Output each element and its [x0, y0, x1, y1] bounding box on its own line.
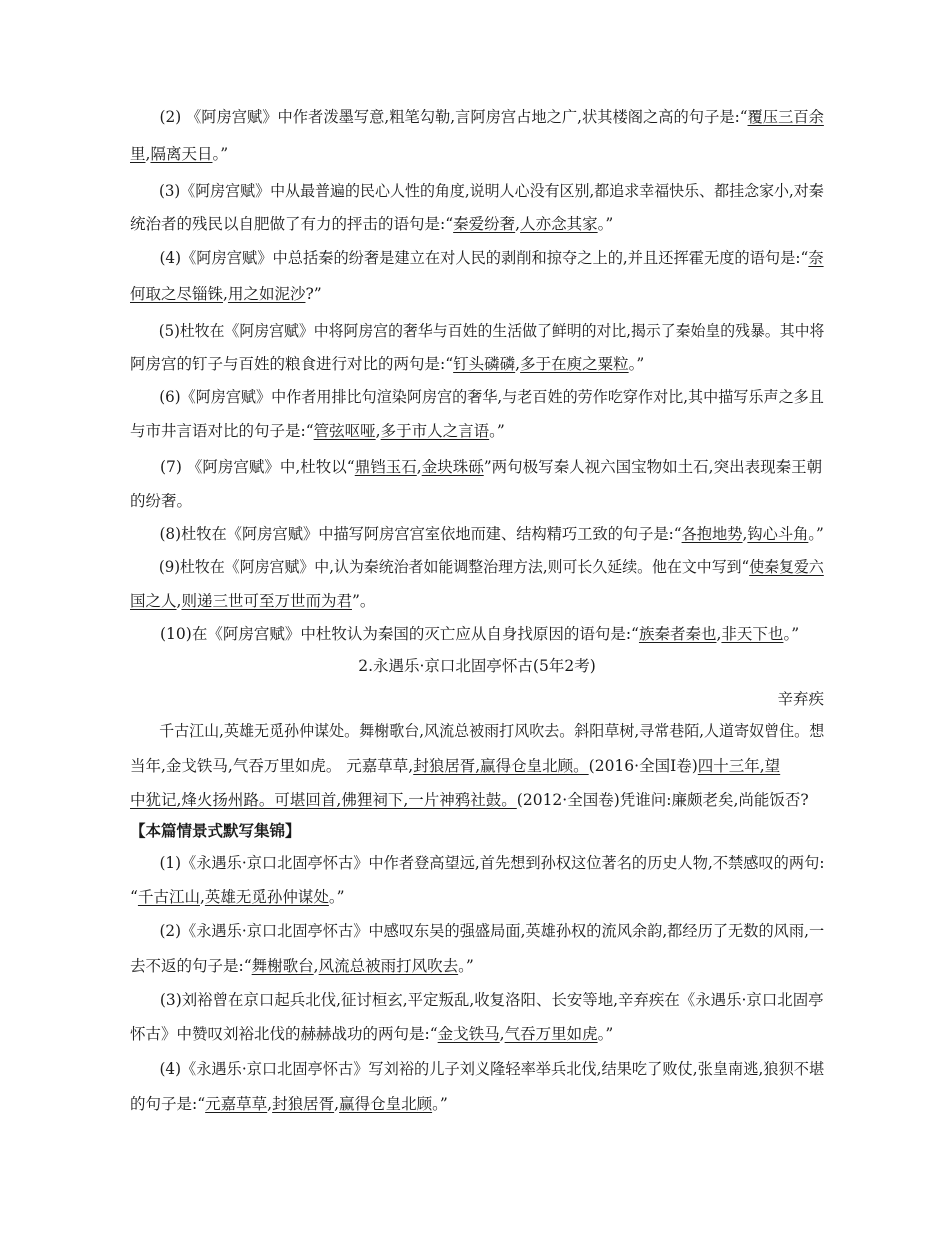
answer-underlined: 四十三年,望	[697, 757, 781, 775]
text-line	[130, 320, 825, 342]
text-run: (2012·全国卷)凭谁问:廉颇老矣,尚能饭否?	[516, 791, 809, 809]
text-run: (1)《永遇乐·京口北固亭怀古》中作者登高望远,首先想到孙权这位著名的历史人物,不禁感叹的两句:	[159, 854, 825, 872]
text-line	[130, 886, 824, 908]
text-line	[130, 456, 824, 478]
answer-underlined: 使秦复爱六	[749, 558, 824, 576]
text-run: 怀古》中赞叹刘裕北伐的赫赫战功的两句是:“	[130, 1025, 438, 1043]
text-run: 。”	[328, 888, 345, 906]
text-run: 。”	[628, 355, 645, 373]
text-run: 。”	[458, 957, 474, 975]
text-run: 的句子是:“	[130, 1095, 206, 1113]
text-run: 【本篇情景式默写集锦】	[130, 821, 301, 840]
text-run: “	[130, 888, 138, 906]
text-run: (7) 《阿房宫赋》中,杜牧以“	[160, 458, 355, 476]
answer-underlined: 鼎铛玉石	[354, 458, 417, 476]
text-run: 。”	[432, 1095, 448, 1113]
text-run: (3)《阿房宫赋》中从最普遍的民心人性的角度,说明人心没有区别,都追求幸福快乐、都挂念家小,对秦	[158, 182, 824, 200]
text-line	[130, 106, 824, 128]
text-line	[130, 920, 825, 942]
text-run: (4)《永遇乐·京口北固亭怀古》写刘裕的儿子刘义隆轻率举兵北伐,结果吃了败仗,张皇南逃,狼狈不堪	[159, 1060, 825, 1078]
answer-underlined: 赢得仓皇北顾	[339, 1095, 433, 1113]
text-run: ,	[145, 145, 151, 163]
text-run: ,	[176, 592, 182, 610]
text-run: ?”	[305, 285, 322, 303]
text-run: ,	[742, 525, 748, 543]
answer-underlined: 封狼居胥,赢得仓皇北顾。	[413, 757, 589, 775]
answer-underlined: 人亦念其家	[520, 215, 598, 233]
text-line	[130, 1093, 824, 1115]
text-line	[130, 852, 825, 874]
answer-underlined: 何取之尽锱铢	[130, 285, 224, 303]
answer-underlined: 英雄无觅孙仲谋处	[204, 888, 329, 906]
text-run: ,	[199, 888, 205, 906]
answer-underlined: 隔离天日	[150, 145, 213, 163]
answer-underlined: 秦爱纷奢	[453, 215, 516, 233]
text-run: ,	[515, 215, 521, 233]
text-run: (9)杜牧在《阿房宫赋》中,认为秦统治者如能调整治理方法,则可长久延续。他在文中写到“	[158, 558, 750, 576]
text-run: 千古江山,英雄无觅孙仲谋处。舞榭歌台,风流总被雨打风吹去。斜阳草树,寻常巷陌,人道寄奴曾住。想	[159, 722, 825, 740]
text-line	[130, 556, 824, 578]
text-run: ,	[515, 355, 521, 373]
text-run: 。”	[597, 1025, 614, 1043]
answer-underlined: 用之如泥沙	[227, 285, 306, 303]
text-line	[130, 755, 824, 777]
text-run: 2.永遇乐·京口北固亭怀古(5年2考)	[358, 657, 596, 675]
text-run: ,	[375, 422, 381, 440]
text-line	[130, 353, 824, 375]
text-run: 阿房宫的钉子与百姓的粮食进行对比的两句是:“	[130, 355, 454, 373]
text-run: 。”	[212, 145, 229, 163]
text-run: ,	[499, 1025, 505, 1043]
text-run: ,	[267, 1095, 273, 1113]
answer-underlined: 中犹记,烽火扬州路。可堪回首,佛狸祠下,一片神鸦社鼓。	[130, 791, 517, 809]
text-line	[130, 955, 824, 977]
text-run: ,	[334, 1095, 340, 1113]
text-run: 辛弃疾	[777, 690, 824, 708]
answer-underlined: 钩心斗角	[747, 525, 809, 543]
answer-underlined: 覆压三百余	[747, 108, 824, 126]
text-line	[130, 213, 824, 235]
text-run: 。”	[489, 422, 505, 440]
answer-underlined: 金戈铁马	[437, 1025, 500, 1043]
answer-underlined: 风流总被雨打风吹去	[318, 957, 459, 975]
answer-underlined: 多于在庾之粟粒	[520, 355, 629, 373]
answer-underlined: 气吞万里如虎	[504, 1025, 598, 1043]
text-run: (3)刘裕曾在京口起兵北伐,征讨桓玄,平定叛乱,收复洛阳、长安等地,辛弃疾在《永遇乐·京口北固亭	[159, 991, 824, 1009]
text-line	[130, 590, 824, 612]
text-run: 与市井言语对比的句子是:“	[130, 422, 314, 440]
text-run: 。”	[597, 215, 614, 233]
answer-underlined: 舞榭歌台	[251, 957, 314, 975]
answer-underlined: 管弦呕哑	[313, 422, 376, 440]
text-run: (5)杜牧在《阿房宫赋》中将阿房宫的奢华与百姓的生活做了鲜明的对比,揭示了秦始皇的残暴。其中将	[158, 322, 825, 340]
text-run: (4)《阿房宫赋》中总括秦的纷奢是建立在对人民的剥削和掠夺之上的,并且还挥霍无度的语句是:“	[159, 249, 809, 267]
answer-underlined: 奈	[808, 249, 824, 267]
text-line	[130, 1023, 824, 1045]
answer-underlined: 封狼居胥	[272, 1095, 335, 1113]
text-line	[130, 386, 824, 408]
answer-underlined: 则递三世可至万世而为君	[181, 592, 352, 610]
answer-underlined: 国之人	[130, 592, 177, 610]
text-run: ,	[313, 957, 319, 975]
answer-underlined: 非天下也	[721, 625, 784, 643]
answer-underlined: 钉头磷磷	[453, 355, 516, 373]
author-line	[130, 688, 824, 710]
text-line	[130, 143, 824, 165]
text-run: ”。	[351, 592, 376, 610]
answer-underlined: 族秦者秦也	[638, 625, 717, 643]
text-run: (6)《阿房宫赋》中作者用排比句渲染阿房宫的奢华,与老百姓的劳作吃穿作对比,其中描写乐声之多且	[159, 388, 824, 406]
text-line	[130, 623, 824, 645]
answer-underlined: 多于市人之言语	[380, 422, 490, 440]
text-run: (10)在《阿房宫赋》中杜牧认为秦国的灭亡应从自身找原因的语句是:“	[160, 625, 639, 643]
answer-underlined: 各抱地势	[681, 525, 743, 543]
text-line	[130, 247, 824, 269]
answer-underlined: 里	[130, 145, 146, 163]
text-run: ,	[223, 285, 228, 303]
text-run: 统治者的残民以自肥做了有力的抨击的语句是:“	[130, 215, 454, 233]
text-run: 的纷奢。	[130, 492, 193, 510]
text-run: (2)《永遇乐·京口北固亭怀古》中感叹东吴的强盛局面,英雄孙权的流风余韵,都经历了无数的风雨,一	[159, 922, 825, 940]
text-line	[130, 490, 824, 512]
text-line	[130, 420, 824, 442]
answer-underlined: 千古江山	[137, 888, 200, 906]
text-line	[130, 720, 825, 742]
answer-underlined: 金块珠砾	[421, 458, 484, 476]
text-run: (2) 《阿房宫赋》中作者泼墨写意,粗笔勾勒,言阿房宫占地之广,状其楼阁之高的句子是:“	[159, 108, 748, 126]
text-line	[130, 789, 824, 811]
text-run: (2016·全国Ⅰ卷)	[588, 757, 698, 775]
text-line	[130, 989, 824, 1011]
text-line	[130, 283, 824, 305]
text-line	[130, 523, 824, 545]
text-run: 。”	[783, 625, 800, 643]
answer-underlined: 元嘉草草	[205, 1095, 268, 1113]
text-run: (8)杜牧在《阿房宫赋》中描写阿房宫宫室依地而建、结构精巧工致的句子是:“	[159, 525, 682, 543]
text-line	[130, 1058, 825, 1080]
text-run: 去不返的句子是:“	[130, 957, 252, 975]
text-run: ,	[416, 458, 422, 476]
text-run: 当年,金戈铁马,气吞万里如虎。 元嘉草草,	[130, 757, 414, 775]
section-heading	[130, 655, 824, 677]
text-run: ,	[716, 625, 722, 643]
text-run: 。”	[808, 525, 824, 543]
text-line	[130, 180, 824, 202]
text-run: ”两句极写秦人视六国宝物如土石,突出表现秦王朝	[483, 458, 823, 476]
text-line	[130, 820, 824, 842]
